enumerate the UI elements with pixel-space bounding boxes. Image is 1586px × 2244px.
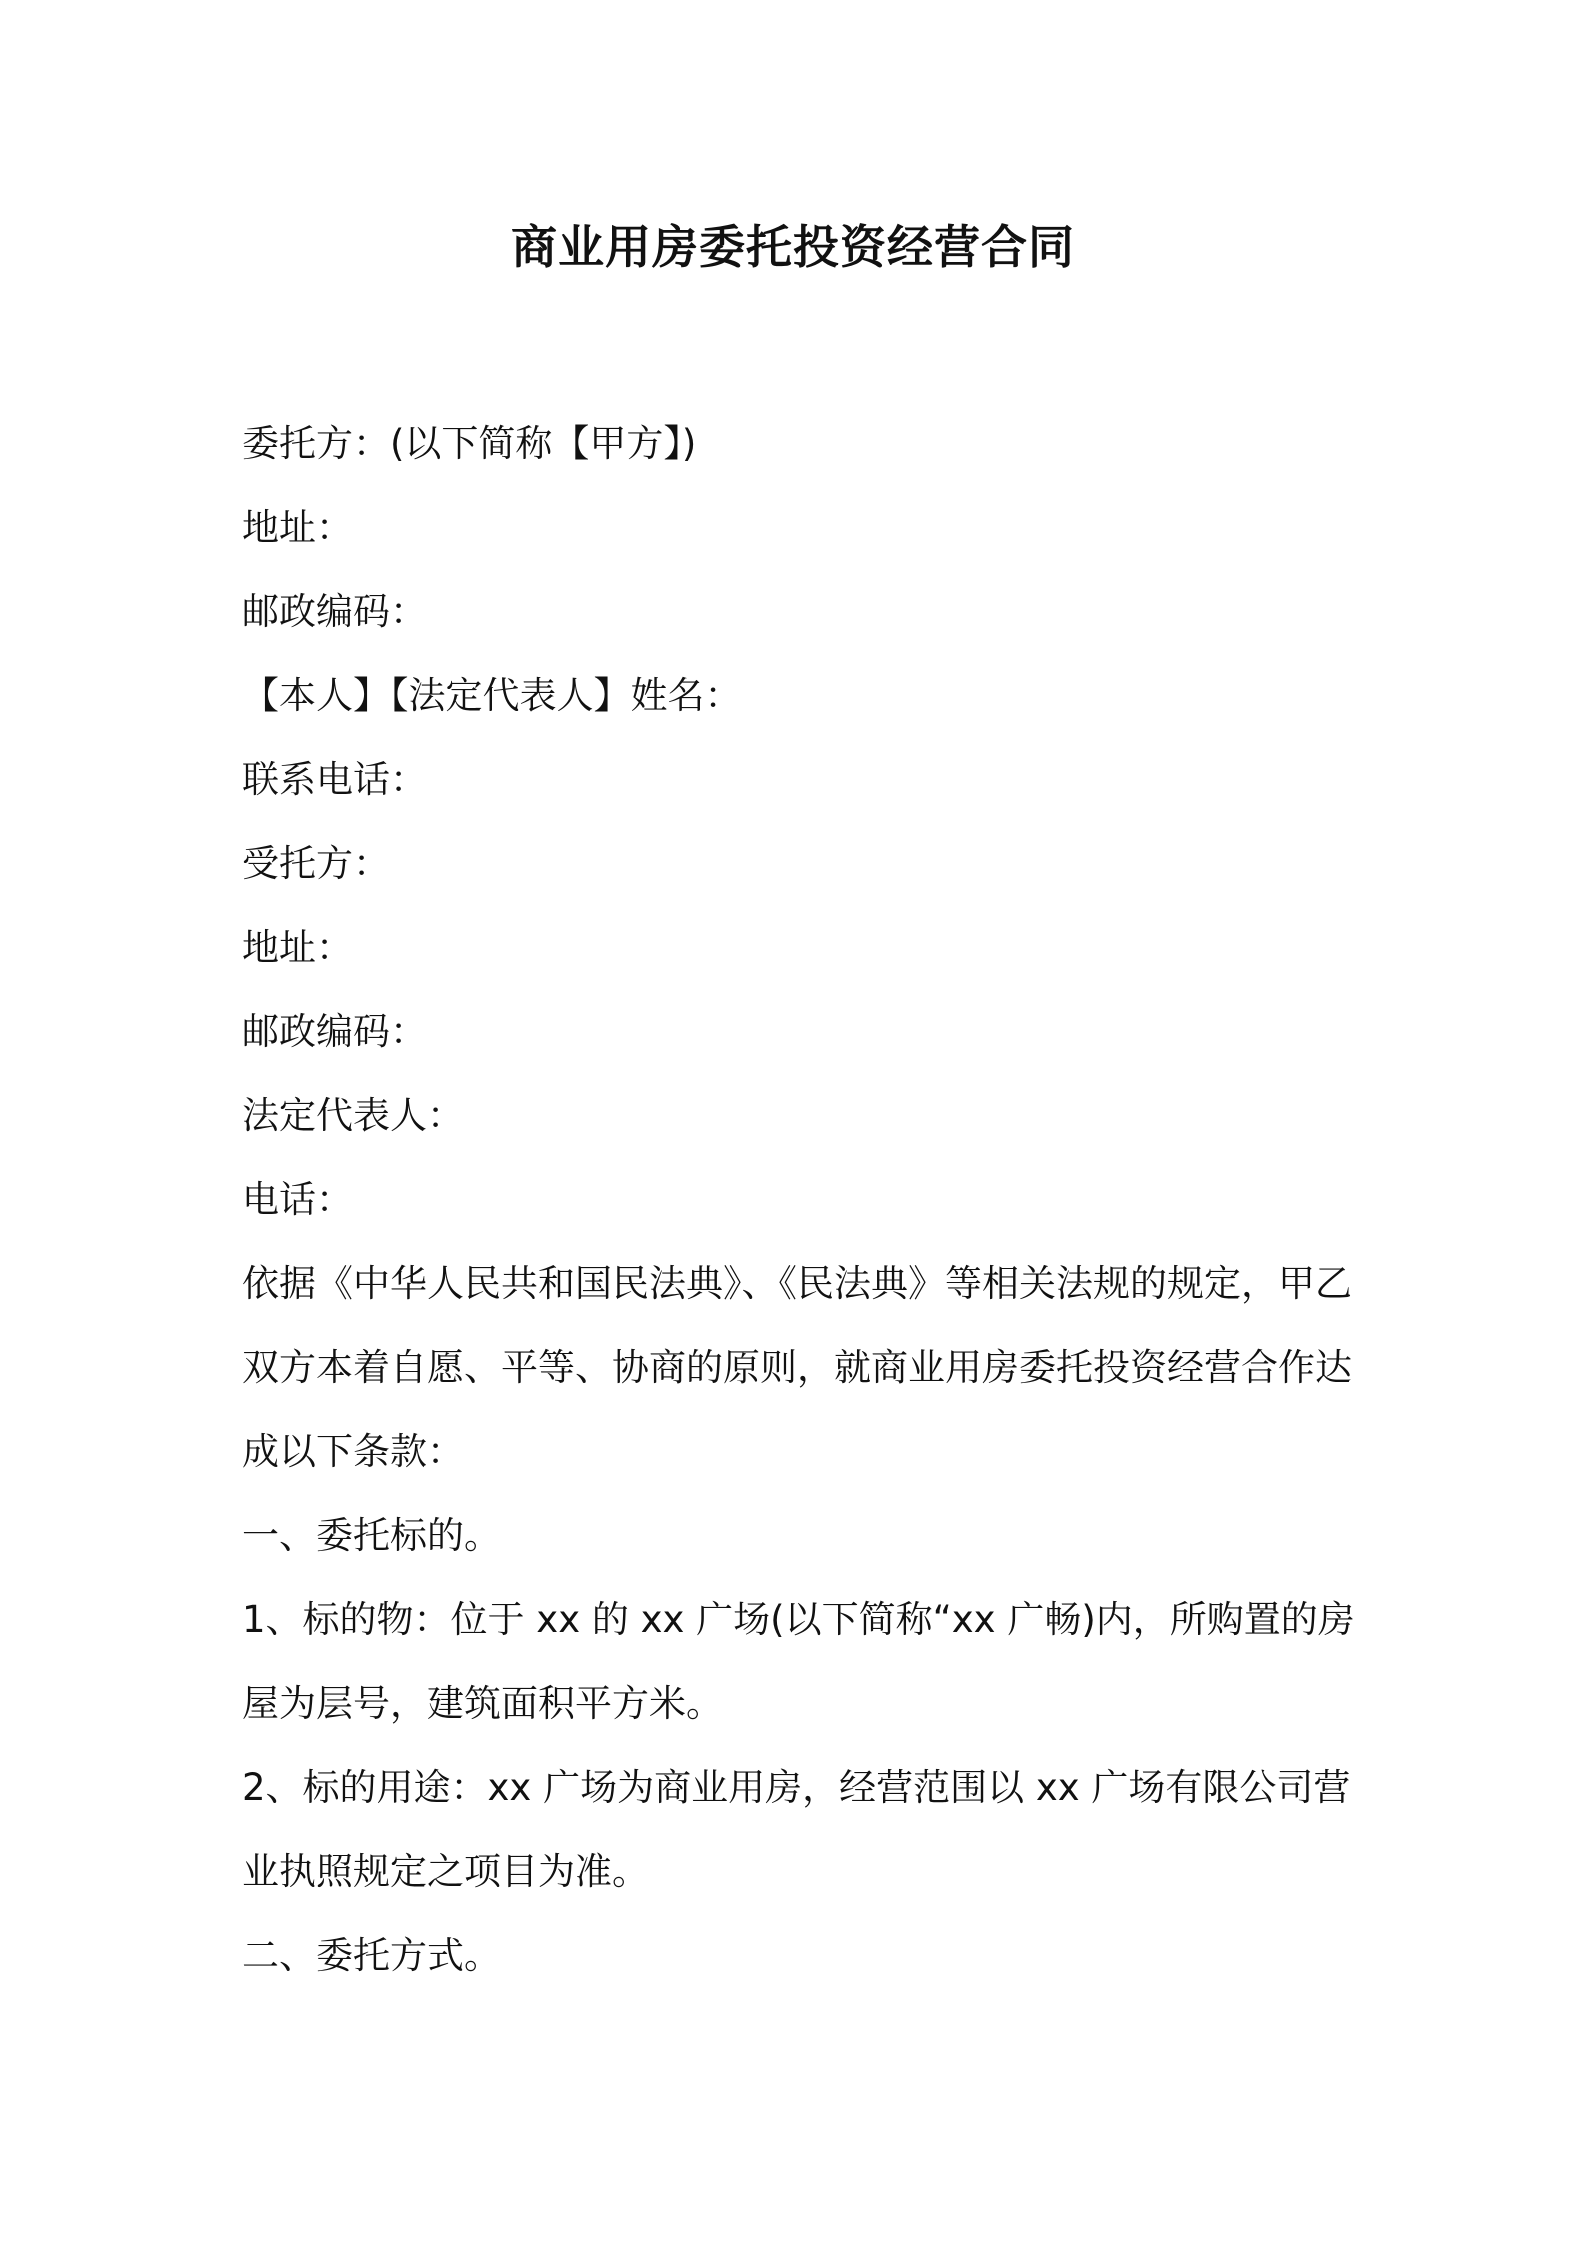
document-body (242, 402, 1362, 1998)
party-b-address-line: 地址： (242, 926, 353, 969)
party-a-postcode-line: 邮政编码： (242, 590, 427, 633)
clause-line: 1、标的物：位于 xx 的 xx 广场(以下简称“xx 广畅)内，所购置的房 (242, 1598, 1355, 1641)
preamble-line: 依据《中华人民共和国民法典》、《民法典》等相关法规的规定，甲乙 (242, 1262, 1352, 1305)
section-heading: 一、委托标的。 (242, 1514, 501, 1557)
party-b-line: 受托方： (242, 842, 390, 885)
party-a-address-line: 地址： (242, 506, 353, 549)
party-b-postcode-line: 邮政编码： (242, 1010, 427, 1053)
clause-line: 2、标的用途：xx 广场为商业用房，经营范围以 xx 广场有限公司营 (242, 1766, 1351, 1809)
party-b-phone-line: 电话： (242, 1178, 353, 1221)
party-a-representative-line: 【本人】【法定代表人】姓名： (242, 674, 742, 717)
preamble-line: 双方本着自愿、平等、协商的原则，就商业用房委托投资经营合作达 (242, 1346, 1352, 1389)
party-a-line: 委托方：(以下简称【甲方】) (242, 422, 697, 465)
party-b-representative-line: 法定代表人： (242, 1094, 464, 1137)
section-heading: 二、委托方式。 (242, 1934, 501, 1977)
clause-line: 屋为层号，建筑面积平方米。 (242, 1682, 723, 1725)
clause-line: 业执照规定之项目为准。 (242, 1850, 649, 1893)
party-a-phone-line: 联系电话： (242, 758, 427, 801)
document-title: 商业用房委托投资经营合同 (511, 220, 1075, 274)
preamble-line: 成以下条款： (242, 1430, 464, 1473)
